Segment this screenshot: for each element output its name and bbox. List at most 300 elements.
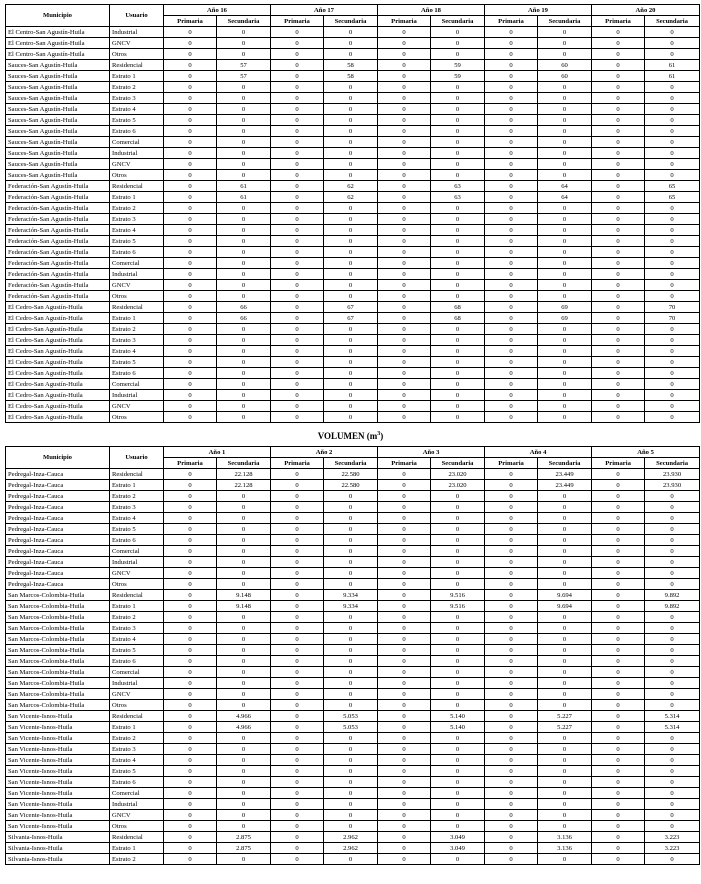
primaria-cell: 0: [164, 612, 217, 623]
secundaria-cell: 0: [538, 524, 592, 535]
secundaria-cell: 3.136: [538, 832, 592, 843]
secundaria-cell: 0: [324, 821, 378, 832]
secundaria-cell: 0: [645, 788, 700, 799]
municipio-cell: Federación-San Agustín-Huila: [6, 214, 110, 225]
usuario-header: Usuario: [110, 5, 164, 27]
secundaria-header: Secundaria: [645, 16, 700, 27]
usuario-cell: Estrato 6: [110, 656, 164, 667]
secundaria-cell: 0: [324, 324, 378, 335]
primaria-cell: 0: [378, 810, 431, 821]
usuario-header: Usuario: [110, 447, 164, 469]
caption-text: VOLUMEN (m: [317, 431, 378, 441]
secundaria-cell: 0: [217, 546, 271, 557]
primaria-cell: 0: [485, 148, 538, 159]
primaria-cell: 0: [485, 60, 538, 71]
secundaria-cell: 0: [431, 502, 485, 513]
secundaria-header: Secundaria: [217, 16, 271, 27]
year-header: Año 1: [164, 447, 271, 458]
municipio-cell: Pedregal-Inza-Cauca: [6, 502, 110, 513]
primaria-cell: 0: [271, 357, 324, 368]
secundaria-cell: 0: [324, 269, 378, 280]
table-row: [6, 247, 700, 258]
primaria-cell: 0: [485, 357, 538, 368]
secundaria-cell: 0: [217, 612, 271, 623]
secundaria-cell: 0: [645, 236, 700, 247]
municipio-cell: Federación-San Agustín-Huila: [6, 291, 110, 302]
secundaria-cell: 0: [431, 788, 485, 799]
primaria-cell: 0: [271, 269, 324, 280]
primaria-cell: 0: [271, 480, 324, 491]
primaria-cell: 0: [378, 854, 431, 865]
secundaria-cell: 0: [645, 535, 700, 546]
primaria-cell: 0: [592, 126, 645, 137]
secundaria-cell: 3.223: [645, 832, 700, 843]
usuario-cell: Estrato 2: [110, 82, 164, 93]
usuario-cell: Industrial: [110, 557, 164, 568]
usuario-cell: Estrato 1: [110, 843, 164, 854]
table-row: [6, 203, 700, 214]
primaria-cell: 0: [378, 480, 431, 491]
primaria-cell: 0: [378, 390, 431, 401]
primaria-cell: 0: [485, 788, 538, 799]
primaria-cell: 0: [164, 38, 217, 49]
municipio-cell: Sauces-San Agustín-Huila: [6, 126, 110, 137]
secundaria-cell: 69: [538, 313, 592, 324]
primaria-cell: 0: [164, 788, 217, 799]
primaria-cell: 0: [485, 170, 538, 181]
primaria-cell: 0: [271, 788, 324, 799]
primaria-cell: 0: [164, 137, 217, 148]
primaria-cell: 0: [378, 733, 431, 744]
secundaria-cell: 22.128: [217, 480, 271, 491]
table-row: [6, 744, 700, 755]
primaria-cell: 0: [378, 115, 431, 126]
usuario-cell: GNCV: [110, 401, 164, 412]
secundaria-cell: 0: [538, 854, 592, 865]
secundaria-cell: 0: [324, 148, 378, 159]
secundaria-cell: 0: [538, 700, 592, 711]
primaria-cell: 0: [378, 203, 431, 214]
municipio-cell: El Cedro-San Agustín-Huila: [6, 302, 110, 313]
secundaria-cell: 62: [324, 181, 378, 192]
secundaria-cell: 0: [645, 38, 700, 49]
secundaria-cell: 0: [538, 766, 592, 777]
secundaria-cell: 0: [217, 379, 271, 390]
municipio-cell: San Vicente-Isnos-Huila: [6, 766, 110, 777]
table-row: [6, 302, 700, 313]
secundaria-cell: 0: [217, 755, 271, 766]
secundaria-cell: 4.966: [217, 722, 271, 733]
secundaria-cell: 0: [538, 247, 592, 258]
table-row: [6, 557, 700, 568]
primaria-cell: 0: [592, 170, 645, 181]
secundaria-cell: 0: [431, 854, 485, 865]
secundaria-cell: 0: [324, 689, 378, 700]
secundaria-cell: 68: [431, 313, 485, 324]
primaria-cell: 0: [378, 491, 431, 502]
usuario-cell: Otros: [110, 700, 164, 711]
primaria-cell: 0: [592, 667, 645, 678]
table-row: [6, 689, 700, 700]
usuario-cell: Otros: [110, 821, 164, 832]
primaria-cell: 0: [378, 71, 431, 82]
secundaria-cell: 2.875: [217, 832, 271, 843]
usuario-cell: Estrato 3: [110, 93, 164, 104]
usuario-cell: Estrato 5: [110, 766, 164, 777]
secundaria-cell: 9.516: [431, 590, 485, 601]
secundaria-cell: 0: [217, 502, 271, 513]
usuario-cell: Estrato 5: [110, 115, 164, 126]
secundaria-cell: 0: [431, 733, 485, 744]
secundaria-cell: 0: [645, 799, 700, 810]
secundaria-cell: 0: [431, 491, 485, 502]
primaria-cell: 0: [378, 82, 431, 93]
table-row: [6, 700, 700, 711]
secundaria-cell: 23.930: [645, 480, 700, 491]
primaria-cell: 0: [485, 546, 538, 557]
table-row: [6, 137, 700, 148]
secundaria-cell: 0: [538, 170, 592, 181]
secundaria-cell: 0: [538, 634, 592, 645]
primaria-cell: 0: [271, 623, 324, 634]
municipio-header: Municipio: [6, 5, 110, 27]
table-row: [6, 678, 700, 689]
secundaria-cell: 5.053: [324, 711, 378, 722]
primaria-cell: 0: [378, 799, 431, 810]
secundaria-cell: 57: [217, 60, 271, 71]
primaria-cell: 0: [592, 38, 645, 49]
primaria-cell: 0: [485, 469, 538, 480]
secundaria-cell: 0: [324, 335, 378, 346]
primaria-cell: 0: [485, 258, 538, 269]
primaria-cell: 0: [271, 291, 324, 302]
municipio-cell: Sauces-San Agustín-Huila: [6, 115, 110, 126]
primaria-cell: 0: [164, 623, 217, 634]
primaria-cell: 0: [378, 744, 431, 755]
secundaria-cell: 0: [645, 390, 700, 401]
primaria-cell: 0: [271, 832, 324, 843]
primaria-cell: 0: [485, 832, 538, 843]
secundaria-cell: 0: [538, 269, 592, 280]
primaria-cell: 0: [592, 546, 645, 557]
primaria-cell: 0: [271, 810, 324, 821]
secundaria-cell: 0: [431, 689, 485, 700]
primaria-cell: 0: [592, 27, 645, 38]
secundaria-cell: 0: [217, 557, 271, 568]
primaria-cell: 0: [592, 821, 645, 832]
secundaria-cell: 68: [431, 302, 485, 313]
primaria-cell: 0: [378, 678, 431, 689]
primaria-cell: 0: [378, 181, 431, 192]
secundaria-cell: 0: [324, 513, 378, 524]
municipio-cell: San Marcos-Colombia-Huila: [6, 667, 110, 678]
municipio-cell: Pedregal-Inza-Cauca: [6, 579, 110, 590]
secundaria-cell: 0: [324, 810, 378, 821]
primaria-cell: 0: [271, 115, 324, 126]
primaria-cell: 0: [271, 137, 324, 148]
usuario-cell: Comercial: [110, 546, 164, 557]
primaria-cell: 0: [164, 821, 217, 832]
table-row: [6, 733, 700, 744]
municipio-cell: Federación-San Agustín-Huila: [6, 280, 110, 291]
secundaria-cell: 0: [431, 236, 485, 247]
table-row: [6, 810, 700, 821]
secundaria-cell: 0: [645, 502, 700, 513]
secundaria-cell: 4.966: [217, 711, 271, 722]
primaria-cell: 0: [164, 480, 217, 491]
secundaria-cell: 59: [431, 60, 485, 71]
primaria-cell: 0: [271, 678, 324, 689]
usuario-cell: Estrato 2: [110, 324, 164, 335]
secundaria-cell: 0: [645, 623, 700, 634]
table-row: [6, 335, 700, 346]
secundaria-cell: 0: [324, 379, 378, 390]
primaria-cell: 0: [485, 700, 538, 711]
table-row: [6, 568, 700, 579]
primaria-cell: 0: [378, 126, 431, 137]
primaria-header: Primaria: [485, 458, 538, 469]
primaria-cell: 0: [271, 711, 324, 722]
municipio-cell: Sauces-San Agustín-Huila: [6, 93, 110, 104]
usuario-cell: Estrato 6: [110, 777, 164, 788]
secundaria-cell: 22.580: [324, 469, 378, 480]
primaria-cell: 0: [378, 27, 431, 38]
secundaria-cell: 0: [645, 546, 700, 557]
municipio-cell: Pedregal-Inza-Cauca: [6, 535, 110, 546]
secundaria-cell: 70: [645, 313, 700, 324]
usuario-cell: Estrato 4: [110, 346, 164, 357]
table-row: [6, 38, 700, 49]
primaria-cell: 0: [592, 579, 645, 590]
secundaria-cell: 0: [217, 38, 271, 49]
primaria-cell: 0: [592, 491, 645, 502]
secundaria-cell: 0: [538, 744, 592, 755]
municipio-cell: Sauces-San Agustín-Huila: [6, 104, 110, 115]
usuario-cell: Residencial: [110, 60, 164, 71]
primaria-cell: 0: [271, 346, 324, 357]
secundaria-cell: 0: [538, 546, 592, 557]
secundaria-cell: 3.223: [645, 843, 700, 854]
primaria-cell: 0: [485, 568, 538, 579]
usuario-cell: Estrato 5: [110, 524, 164, 535]
primaria-cell: 0: [592, 148, 645, 159]
secundaria-cell: 0: [217, 49, 271, 60]
usuario-cell: Otros: [110, 291, 164, 302]
primaria-cell: 0: [592, 513, 645, 524]
primaria-cell: 0: [378, 689, 431, 700]
primaria-cell: 0: [378, 38, 431, 49]
table-row: [6, 469, 700, 480]
municipio-cell: San Marcos-Colombia-Huila: [6, 601, 110, 612]
secundaria-cell: 0: [217, 412, 271, 423]
primaria-cell: 0: [164, 159, 217, 170]
primaria-cell: 0: [592, 766, 645, 777]
secundaria-cell: 0: [217, 513, 271, 524]
secundaria-cell: 0: [645, 368, 700, 379]
primaria-cell: 0: [378, 469, 431, 480]
secundaria-cell: 0: [645, 49, 700, 60]
primaria-cell: 0: [485, 755, 538, 766]
secundaria-cell: 0: [645, 491, 700, 502]
secundaria-cell: 0: [431, 612, 485, 623]
secundaria-cell: 0: [538, 799, 592, 810]
table-row: [6, 170, 700, 181]
primaria-cell: 0: [378, 623, 431, 634]
primaria-cell: 0: [271, 645, 324, 656]
usuario-cell: Estrato 1: [110, 192, 164, 203]
usuario-cell: Industrial: [110, 678, 164, 689]
municipio-cell: San Vicente-Isnos-Huila: [6, 821, 110, 832]
municipio-cell: Sauces-San Agustín-Huila: [6, 71, 110, 82]
table-row: [6, 412, 700, 423]
usuario-cell: GNCV: [110, 568, 164, 579]
year-header: Año 16: [164, 5, 271, 16]
primaria-cell: 0: [485, 579, 538, 590]
primaria-cell: 0: [592, 601, 645, 612]
secundaria-cell: 0: [431, 137, 485, 148]
primaria-cell: 0: [485, 313, 538, 324]
secundaria-cell: 0: [645, 27, 700, 38]
table-row: [6, 656, 700, 667]
secundaria-cell: 0: [431, 546, 485, 557]
secundaria-cell: 0: [324, 214, 378, 225]
municipio-cell: San Marcos-Colombia-Huila: [6, 623, 110, 634]
secundaria-cell: 0: [645, 612, 700, 623]
secundaria-cell: 0: [645, 579, 700, 590]
usuario-cell: Estrato 2: [110, 854, 164, 865]
usuario-cell: Residencial: [110, 590, 164, 601]
secundaria-cell: 0: [217, 280, 271, 291]
primaria-cell: 0: [485, 82, 538, 93]
primaria-cell: 0: [592, 854, 645, 865]
primaria-cell: 0: [271, 733, 324, 744]
primaria-cell: 0: [164, 225, 217, 236]
primaria-cell: 0: [592, 60, 645, 71]
primaria-cell: 0: [378, 412, 431, 423]
secundaria-cell: 0: [324, 491, 378, 502]
primaria-header: Primaria: [378, 458, 431, 469]
secundaria-cell: 0: [538, 623, 592, 634]
secundaria-cell: 0: [431, 568, 485, 579]
secundaria-cell: 0: [538, 93, 592, 104]
secundaria-cell: 0: [324, 744, 378, 755]
primaria-cell: 0: [592, 568, 645, 579]
primaria-cell: 0: [164, 502, 217, 513]
secundaria-cell: 0: [645, 821, 700, 832]
secundaria-cell: 0: [645, 335, 700, 346]
primaria-cell: 0: [164, 27, 217, 38]
secundaria-cell: 0: [431, 379, 485, 390]
table-row: [6, 513, 700, 524]
usuario-cell: Otros: [110, 49, 164, 60]
primaria-cell: 0: [378, 711, 431, 722]
primaria-cell: 0: [592, 192, 645, 203]
secundaria-cell: 0: [324, 700, 378, 711]
secundaria-cell: 0: [324, 82, 378, 93]
municipio-cell: Pedregal-Inza-Cauca: [6, 557, 110, 568]
secundaria-cell: 0: [645, 247, 700, 258]
secundaria-cell: 0: [538, 645, 592, 656]
primaria-cell: 0: [164, 82, 217, 93]
usuario-cell: Comercial: [110, 788, 164, 799]
primaria-cell: 0: [378, 634, 431, 645]
table-row: [6, 634, 700, 645]
primaria-cell: 0: [592, 788, 645, 799]
usuario-cell: Estrato 1: [110, 722, 164, 733]
secundaria-cell: 0: [645, 854, 700, 865]
primaria-cell: 0: [271, 777, 324, 788]
volume-caption: [0, 424, 701, 444]
secundaria-cell: 0: [538, 203, 592, 214]
primaria-cell: 0: [485, 733, 538, 744]
secundaria-cell: 0: [217, 335, 271, 346]
municipio-cell: Pedregal-Inza-Cauca: [6, 546, 110, 557]
secundaria-cell: 0: [431, 115, 485, 126]
secundaria-cell: 0: [538, 159, 592, 170]
secundaria-cell: 61: [645, 60, 700, 71]
secundaria-cell: 0: [431, 225, 485, 236]
secundaria-cell: 0: [217, 93, 271, 104]
primaria-cell: 0: [592, 700, 645, 711]
municipio-cell: El Cedro-San Agustín-Huila: [6, 368, 110, 379]
primaria-cell: 0: [378, 667, 431, 678]
secundaria-cell: 0: [538, 324, 592, 335]
municipio-cell: El Cedro-San Agustín-Huila: [6, 313, 110, 324]
primaria-cell: 0: [485, 678, 538, 689]
primaria-cell: 0: [485, 49, 538, 60]
municipio-cell: Sauces-San Agustín-Huila: [6, 159, 110, 170]
secundaria-cell: 0: [217, 821, 271, 832]
primaria-cell: 0: [378, 170, 431, 181]
secundaria-cell: 22.580: [324, 480, 378, 491]
usuario-cell: Residencial: [110, 711, 164, 722]
secundaria-cell: 0: [217, 390, 271, 401]
primaria-cell: 0: [378, 766, 431, 777]
primaria-cell: 0: [485, 601, 538, 612]
primaria-cell: 0: [164, 368, 217, 379]
secundaria-cell: 0: [538, 502, 592, 513]
secundaria-cell: 0: [324, 788, 378, 799]
secundaria-cell: 0: [217, 148, 271, 159]
primaria-cell: 0: [592, 203, 645, 214]
primaria-cell: 0: [378, 148, 431, 159]
municipio-cell: Sauces-San Agustín-Huila: [6, 82, 110, 93]
primaria-cell: 0: [164, 733, 217, 744]
secundaria-cell: 0: [431, 799, 485, 810]
secundaria-cell: 0: [645, 137, 700, 148]
primaria-cell: 0: [378, 357, 431, 368]
primaria-cell: 0: [592, 590, 645, 601]
municipio-cell: El Cedro-San Agustín-Huila: [6, 357, 110, 368]
secundaria-cell: 0: [431, 38, 485, 49]
usuario-cell: Comercial: [110, 667, 164, 678]
secundaria-cell: 0: [645, 755, 700, 766]
primaria-cell: 0: [592, 379, 645, 390]
secundaria-cell: 0: [645, 557, 700, 568]
secundaria-cell: 0: [217, 788, 271, 799]
primaria-cell: 0: [378, 513, 431, 524]
primaria-cell: 0: [271, 854, 324, 865]
secundaria-cell: 0: [645, 115, 700, 126]
table-row: [6, 711, 700, 722]
primaria-cell: 0: [378, 645, 431, 656]
table-row: [6, 601, 700, 612]
secundaria-cell: 0: [645, 126, 700, 137]
year-header: Año 2: [271, 447, 378, 458]
usuario-cell: Estrato 2: [110, 491, 164, 502]
secundaria-cell: 0: [538, 689, 592, 700]
secundaria-cell: 0: [324, 678, 378, 689]
